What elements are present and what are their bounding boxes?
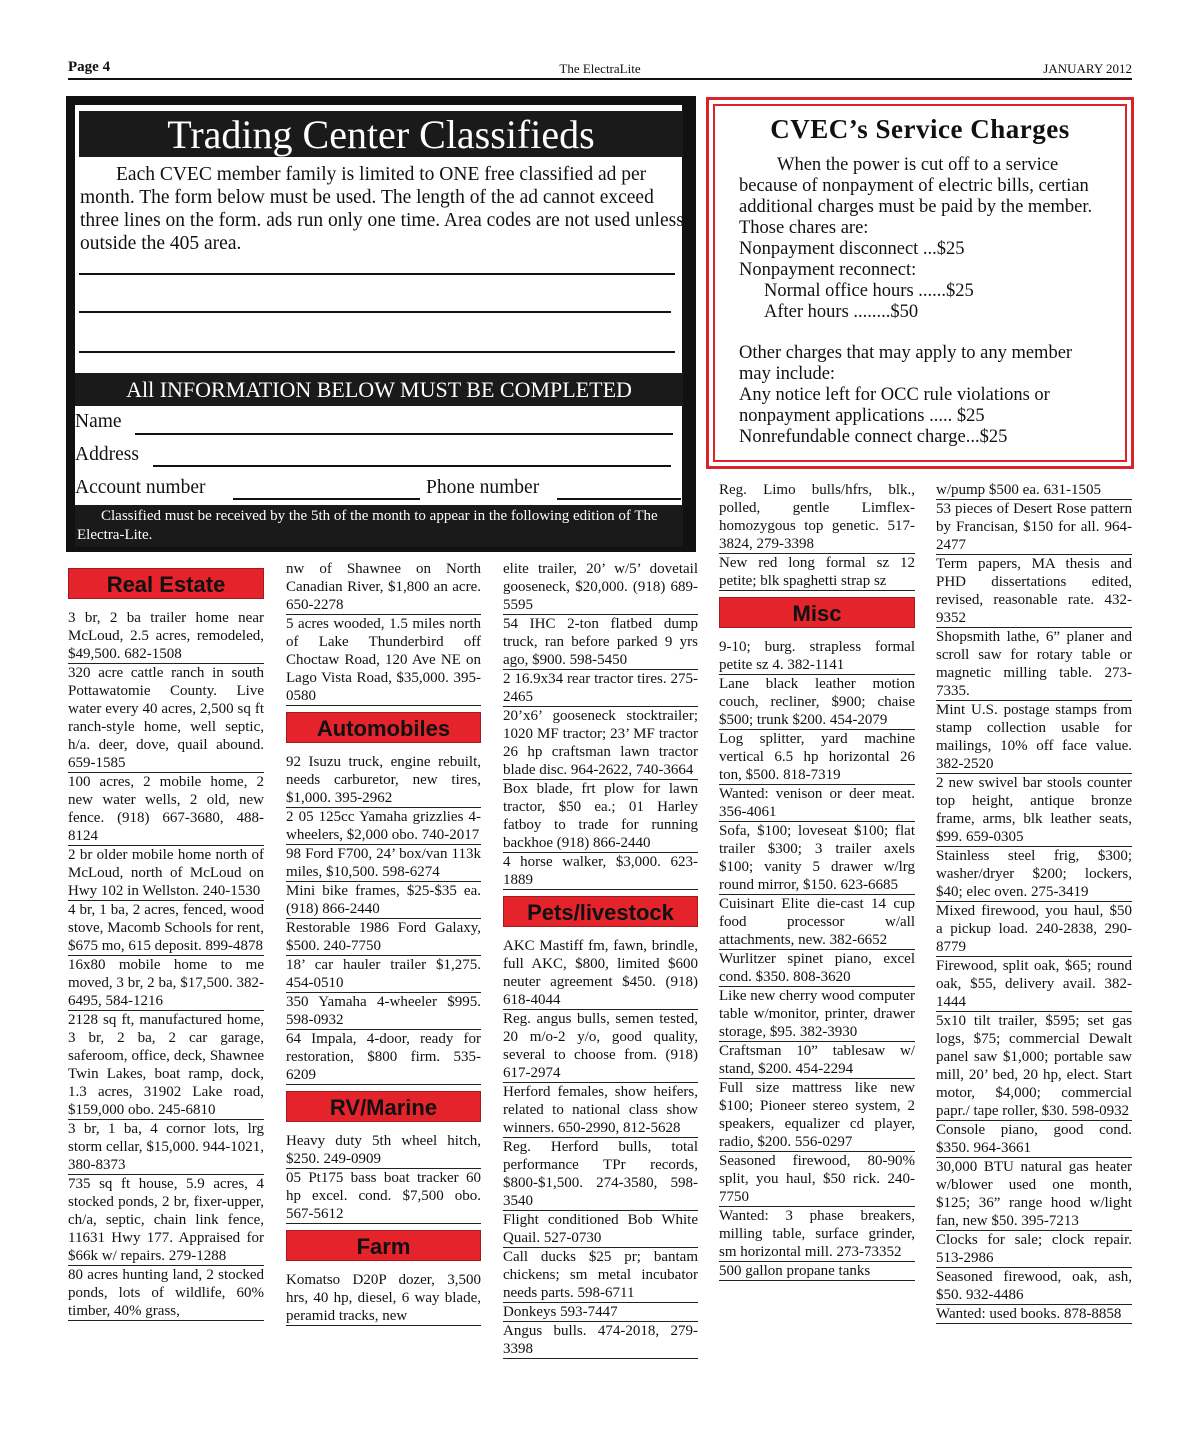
classified-ad: 5 acres wooded, 1.5 miles north of Lake Thunderbird off Choctaw Road, 120 Ave NE on Lago Vista Road, $35,000. 395-0580	[286, 616, 481, 704]
category-real-estate: Real Estate	[68, 568, 264, 599]
classified-ad: Donkeys 593-7447	[503, 1303, 698, 1322]
classified-ad: 18’ car hauler trailer $1,275. 454-0510	[286, 957, 481, 991]
classified-ad: Angus bulls. 474-2018, 279-3398	[503, 1323, 698, 1357]
classified-ad: 20’x6’ gooseneck stocktrailer; 1020 MF tractor; 23’ MF tractor 26 hp craftsman lawn tractor blade disc. 964-2622, 740-3664	[503, 708, 698, 778]
service-intro: When the power is cut off to a service because of nonpayment of electric bills, certian additional charges must be paid by the member. Those chares are:	[739, 155, 1093, 238]
classified-ad: Cuisinart Elite die-cast 14 cup food processor w/all attachments, new. 382-6652	[719, 896, 915, 948]
classified-ad: 2128 sq ft, manufactured home, 3 br, 2 ba, 2 car garage, saferoom, office, deck, Shawnee Twin Lakes, boat ramp, dock, 1.3 acres, 31902 Lake road, $159,000 obo. 245-6810	[68, 1012, 264, 1118]
classified-ad: 80 acres hunting land, 2 stocked ponds, lots of wildlife, 60% timber, 40% grass,	[68, 1267, 264, 1319]
classified-ad: Reg. angus bulls, semen tested, 20 m/o-2 y/o, good quality, several to choose from. (918) 617-2974	[503, 1011, 698, 1081]
classified-ad: Wurlitzer spinet piano, excel cond. $350. 808-3620	[719, 951, 915, 985]
classified-ad: 64 Impala, 4-door, ready for restoration, $800 firm. 535-6209	[286, 1031, 481, 1083]
classified-ad: Herford females, show heifers, related to national class show winners. 650-2990, 812-5628	[503, 1084, 698, 1136]
classified-ad: Craftsman 10” tablesaw w/ stand, $200. 454-2294	[719, 1043, 915, 1077]
classified-ad: 30,000 BTU natural gas heater w/blower used one month, $125; 36” range hood w/light fan, new $50. 395-7213	[936, 1159, 1132, 1229]
category-automobiles: Automobiles	[286, 712, 481, 743]
office-hours-charge: Normal office hours ......$25	[764, 281, 974, 301]
classified-ad: Reg. Limo bulls/hfrs, blk., polled, gentle Limflex-homozygous top genetic. 517-3824, 279-3398	[719, 482, 915, 552]
classified-ad: Reg. Herford bulls, total performance TPr records, $800-$1,500. 274-3580, 598-3540	[503, 1139, 698, 1209]
classified-ad: 4 horse walker, $3,000. 623-1889	[503, 854, 698, 888]
page-number: Page 4	[68, 59, 111, 75]
other-charges-intro: Other charges that may apply to any member may include:	[739, 343, 1073, 384]
classified-ad: elite trailer, 20’ w/5’ dovetail gooseneck, $20,000. (918) 689-5595	[503, 561, 698, 613]
classified-ad: Flight conditioned Bob White Quail. 527-0730	[503, 1212, 698, 1246]
column-1	[68, 562, 264, 1321]
classified-ad: 4 br, 1 ba, 2 acres, fenced, wood stove, Macomb Schools for rent, $675 mo, 615 deposit. 899-4878	[68, 902, 264, 954]
column-4	[719, 481, 915, 1281]
after-hours-charge: After hours ........$50	[764, 302, 919, 322]
account-number-label: Account number	[75, 477, 206, 498]
account-number-field[interactable]	[233, 498, 420, 500]
classified-ad: w/pump $500 ea. 631-1505	[936, 481, 1132, 500]
publication-name: The ElectraLite	[559, 61, 641, 76]
category-farm: Farm	[286, 1230, 481, 1261]
column-3	[503, 560, 698, 1359]
classified-ad: Term papers, MA thesis and PHD dissertations edited, revised, reasonable rate. 432-9352	[936, 556, 1132, 626]
classified-ad: 350 Yamaha 4-wheeler $995. 598-0932	[286, 994, 481, 1028]
classified-ad: nw of Shawnee on North Canadian River, $1,800 an acre. 650-2278	[286, 561, 481, 613]
classified-ad: Console piano, good cond. $350. 964-3661	[936, 1122, 1132, 1156]
classified-ad: AKC Mastiff fm, fawn, brindle, full AKC, $800, limited $600 neuter agreement $450. (918) 618-4044	[503, 938, 698, 1008]
classified-ad: Clocks for sale; clock repair. 513-2986	[936, 1232, 1132, 1266]
classified-ad: 92 Isuzu truck, engine rebuilt, needs carburetor, new tires, $1,000. 395-2962	[286, 754, 481, 806]
classified-ad: 9-10; burg. strapless formal petite sz 4. 382-1141	[719, 639, 915, 673]
classified-ad: Box blade, frt plow for lawn tractor, $50 ea.; 01 Harley fatboy to trade for running backhoe (918) 866-2440	[503, 781, 698, 851]
phone-number-field[interactable]	[557, 498, 681, 500]
category-rv-marine: RV/Marine	[286, 1091, 481, 1122]
name-label: Name	[75, 411, 122, 432]
classified-ad: 16x80 mobile home to me moved, 3 br, 2 ba, $17,500. 382-6495, 584-1216	[68, 957, 264, 1009]
connect-charge: Nonrefundable connect charge...$25	[739, 427, 1008, 447]
classified-ad: 320 acre cattle ranch in south Pottawatomie County. Live water every 40 acres, 2,500 sq ft ranch-style home, well septic, h/a. deer, dove, quail abound. 659-1585	[68, 665, 264, 771]
classified-ad: 2 br older mobile home north of McLoud, north of McLoud on Hwy 102 in Wellston. 240-1530	[68, 847, 264, 899]
classified-ad: Seasoned firewood, 80-90% split, you haul, $50 rick. 240-7750	[719, 1153, 915, 1205]
address-field[interactable]	[153, 465, 671, 467]
classified-ad: Mixed firewood, you haul, $50 a pickup load. 240-2838, 290-8779	[936, 903, 1132, 955]
occ-charge: Any notice left for OCC rule violations or nonpayment applications ..... $25	[739, 385, 1050, 426]
trading-center-box	[66, 96, 696, 552]
category-pets-livestock: Pets/livestock	[503, 896, 698, 927]
submission-deadline-note: Classified must be received by the 5th of the month to appear in the following edition of The Electra-Lite.	[75, 505, 683, 547]
classified-ad: Lane black leather motion couch, recliner, $900; chaise $500; trunk $200. 454-2079	[719, 676, 915, 728]
classified-ad: Mini bike frames, $25-$35 ea. (918) 866-2440	[286, 883, 481, 917]
name-field[interactable]	[135, 433, 673, 435]
column-2	[286, 560, 481, 1326]
classified-ad: Sofa, $100; loveseat $100; flat trailer $300; 3 trailer axels $100; vanity 5 drawer w/lrg round mirror, $150. 623-6685	[719, 823, 915, 893]
info-required-bar: All INFORMATION BELOW MUST BE COMPLETED	[75, 373, 683, 406]
classified-ad: 98 Ford F700, 24’ box/van 113k miles, $10,500. 598-6274	[286, 846, 481, 880]
service-charges-title: CVEC’s Service Charges	[770, 114, 1070, 144]
classified-ad: Mint U.S. postage stamps from stamp collection usable for mailings, 10% off face value. 382-2520	[936, 702, 1132, 772]
column-5	[936, 481, 1132, 1324]
classified-ad: New red long formal sz 12 petite; blk spaghetti strap sz	[719, 555, 915, 589]
classified-ad: Stainless steel frig, $300; washer/dryer $200; lockers, $40; elec oven. 275-3419	[936, 848, 1132, 900]
reconnect-heading: Nonpayment reconnect:	[739, 260, 917, 280]
classified-ad: 500 gallon propane tanks	[719, 1262, 915, 1281]
classified-ad: 2 05 125cc Yamaha grizzlies 4-wheelers, $2,000 obo. 740-2017	[286, 809, 481, 843]
classified-ad: 3 br, 1 ba, 4 cornor lots, lrg storm cellar, $15,000. 944-1021, 380-8373	[68, 1121, 264, 1173]
classified-ad: 3 br, 2 ba trailer home near McLoud, 2.5 acres, remodeled, $49,500. 682-1508	[68, 610, 264, 662]
address-label: Address	[75, 444, 139, 465]
phone-number-label: Phone number	[426, 477, 540, 498]
classified-ad: 05 Pt175 bass boat tracker 60 hp excel. cond. $7,500 obo. 567-5612	[286, 1170, 481, 1222]
classified-ad: Komatso D20P dozer, 3,500 hrs, 40 hp, diesel, 6 way blade, peramid tracks, new	[286, 1272, 481, 1324]
classified-ad: Restorable 1986 Ford Galaxy, $500. 240-7750	[286, 920, 481, 954]
classified-ad: 53 pieces of Desert Rose pattern by Francisan, $150 for all. 964-2477	[936, 501, 1132, 553]
page-header	[68, 58, 1132, 80]
issue-date: JANUARY 2012	[1043, 61, 1132, 76]
classified-ad: Wanted: used books. 878-8858	[936, 1305, 1132, 1324]
ad-line-1[interactable]	[79, 273, 675, 275]
classified-ad: 735 sq ft house, 5.9 acres, 4 stocked ponds, 2 br, fixer-upper, ch/a, septic, chain link fence, 11631 Hwy 177. Appraised for $66k w/ repairs. 279-1288	[68, 1176, 264, 1264]
classified-ad: Call ducks $25 pr; bantam chickens; sm metal incubator needs parts. 598-6711	[503, 1249, 698, 1301]
classified-ad: Wanted: 3 phase breakers, milling table, surface grinder, sm horizontal mill. 273-73352	[719, 1208, 915, 1260]
classified-ad: 100 acres, 2 mobile home, 2 new water wells, 2 old, new fence. (918) 667-3680, 488-8124	[68, 774, 264, 844]
classified-ad: 2 new swivel bar stools counter top height, antique bronze frame, arms, blk leather seats, $99. 659-0305	[936, 775, 1132, 845]
classified-ad: Shopsmith lathe, 6” planer and scroll saw for rotary table or magnetic milling table. 273-7335.	[936, 629, 1132, 699]
classified-ad: Log splitter, yard machine vertical 6.5 hp horizontal 26 ton, $500. 818-7319	[719, 731, 915, 783]
classified-ad: Firewood, split oak, $65; round oak, $55, delivery avail. 382-1444	[936, 958, 1132, 1010]
classified-ad: Seasoned firewood, oak, ash, $50. 932-4486	[936, 1269, 1132, 1303]
classified-ad: 2 16.9x34 rear tractor tires. 275-2465	[503, 671, 698, 705]
classified-ad: 54 IHC 2-ton flatbed dump truck, ran before parked 9 yrs ago, $900. 598-5450	[503, 616, 698, 668]
disconnect-charge: Nonpayment disconnect ...$25	[739, 239, 965, 259]
service-charges-box	[706, 97, 1134, 469]
classified-ad: Full size mattress like new $100; Pioneer stereo system, 2 speakers, equalizer cd player, radio, $200. 556-0297	[719, 1080, 915, 1150]
classified-ad: Wanted: venison or deer meat. 356-4061	[719, 786, 915, 820]
classified-ad: Heavy duty 5th wheel hitch, $250. 249-0909	[286, 1133, 481, 1167]
trading-center-title: Trading Center Classifieds	[79, 111, 683, 157]
classified-ad: 5x10 tilt trailer, $595; set gas logs, $75; commercial Dewalt panel saw $1,000; portable saw mill, 20’ bed, 20 hp, elect. Start motor, $4,000; commercial papr./ tape roller, $30. 598-0932	[936, 1013, 1132, 1119]
category-misc: Misc	[719, 597, 915, 628]
ad-line-3[interactable]	[79, 351, 675, 353]
ad-line-2[interactable]	[79, 311, 671, 313]
trading-center-intro: Each CVEC member family is limited to ONE free classified ad per month. The form below must be used. The length of the ad cannot exceed three lines on the form. ads run only one time. Area codes are not used unless outside the 405 area.	[80, 164, 684, 254]
classified-ad: Like new cherry wood computer table w/monitor, printer, drawer storage, $95. 382-3930	[719, 988, 915, 1040]
